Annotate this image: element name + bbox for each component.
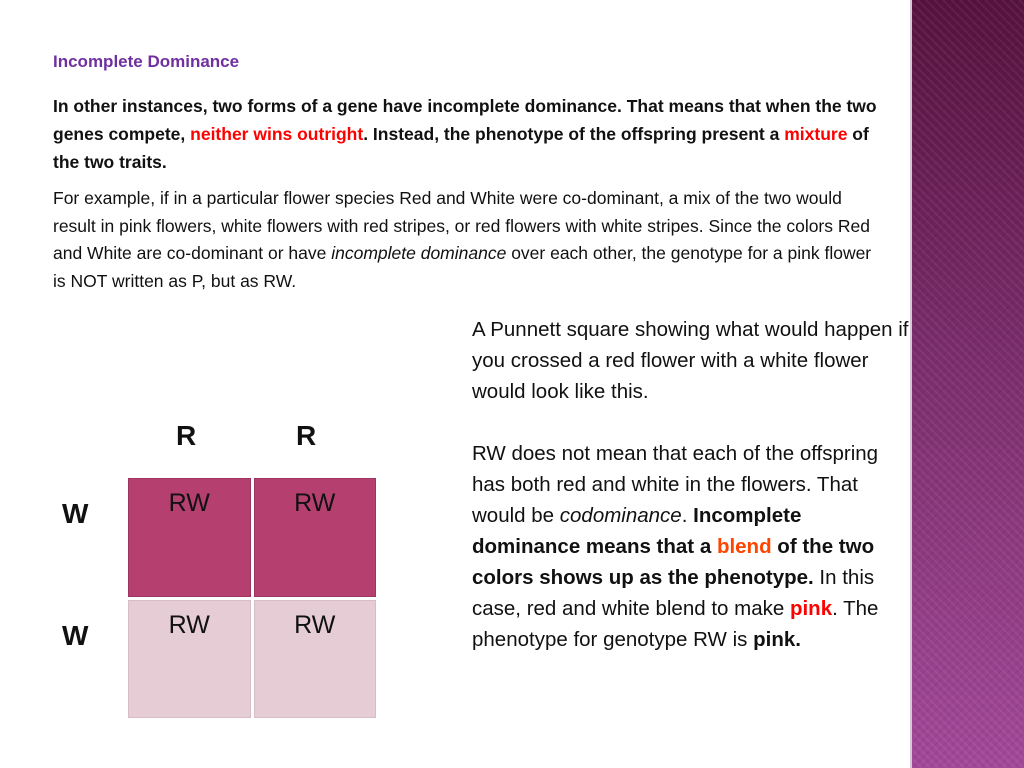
- punnett-column-label-1: R: [176, 420, 197, 451]
- side-text-c: In this case, red and white blend to make: [472, 566, 875, 620]
- side-text-a: RW does not mean that each of the offspring has both red and white in the flowers. That would be: [472, 442, 879, 527]
- decorative-side-band: [912, 0, 1024, 768]
- punnett-row-label-1: W: [62, 498, 89, 529]
- side-bold-2: of the two colors shows up as the phenotype.: [472, 535, 875, 589]
- slide-heading: Incomplete Dominance: [53, 52, 240, 71]
- example-text-2: over each other, the genotype for a pink flower is NOT written as P, but as RW.: [53, 243, 872, 291]
- side-codominance: codominance: [559, 504, 682, 527]
- intro-highlight-mixture: mixture: [784, 124, 848, 144]
- punnett-row-label-2: W: [62, 620, 89, 651]
- side-blend: blend: [716, 535, 772, 558]
- side-paragraph-2: [472, 438, 912, 655]
- example-text-1: For example, if in a particular flower species Red and White were co-dominant, a mix of the two would result in pink flowers, white flowers with red stripes, or red flowers with white stripes. Since the colors Red and White are co-dominant or have: [53, 188, 870, 263]
- intro-text-3: of the two traits.: [53, 124, 869, 172]
- example-paragraph: [53, 185, 883, 295]
- punnett-cell: RW: [254, 478, 377, 597]
- punnett-square: [128, 478, 376, 718]
- side-pink: pink: [789, 597, 833, 620]
- intro-text-1: In other instances, two forms of a gene have incomplete dominance. That means that when the two genes compete,: [53, 96, 877, 144]
- side-pink-2: pink.: [753, 628, 801, 651]
- punnett-cell: RW: [254, 600, 377, 719]
- punnett-column-label-2: R: [296, 420, 317, 451]
- side-bold-1: Incomplete dominance means that a: [472, 504, 802, 558]
- intro-highlight-neither: neither wins outright: [190, 124, 364, 144]
- intro-text-2: . Instead, the phenotype of the offspring present a: [363, 124, 785, 144]
- example-italic: incomplete dominance: [331, 243, 507, 263]
- punnett-cell: RW: [128, 600, 251, 719]
- side-explanation: [472, 314, 912, 655]
- side-text-d: . The phenotype for genotype RW is: [472, 597, 879, 651]
- side-text-b: .: [681, 504, 688, 527]
- punnett-cell: RW: [128, 478, 251, 597]
- intro-paragraph: [53, 92, 883, 176]
- side-paragraph-1: A Punnett square showing what would happen if you crossed a red flower with a white flower would look like this.: [472, 318, 909, 403]
